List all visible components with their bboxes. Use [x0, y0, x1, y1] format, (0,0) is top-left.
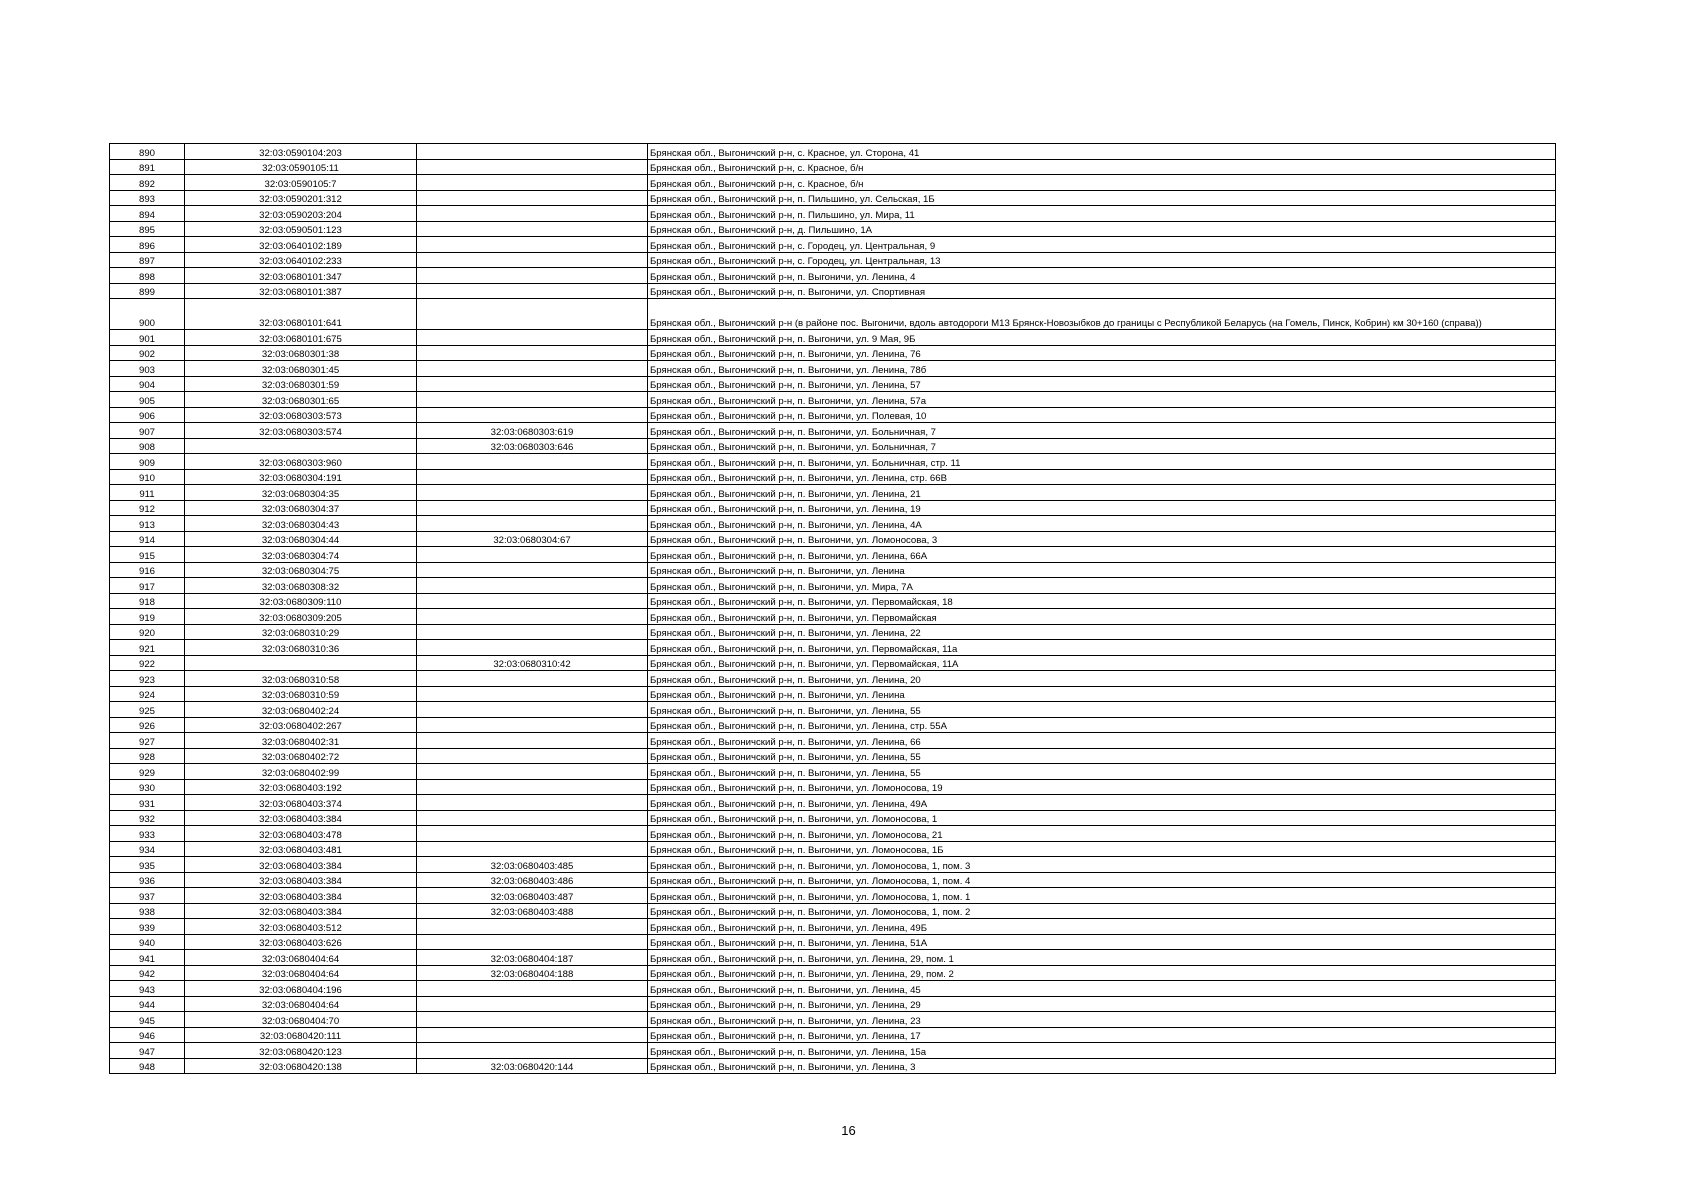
address-cell: Брянская обл., Выгоничский р-н, п. Выгоничи, ул. Больничная, 7 [648, 438, 1556, 454]
address-cell: Брянская обл., Выгоничский р-н, п. Выгоничи, ул. Ленина, 49Б [648, 919, 1556, 935]
address-cell: Брянская обл., Выгоничский р-н, п. Выгоничи, ул. Больничная, 7 [648, 423, 1556, 439]
property-table [109, 143, 1556, 1074]
address-cell: Брянская обл., Выгоничский р-н, п. Выгоничи, ул. Полевая, 10 [648, 407, 1556, 423]
row-number-cell: 920 [110, 624, 185, 640]
table-row [110, 996, 1556, 1012]
address-cell: Брянская обл., Выгоничский р-н, п. Выгоничи, ул. Ленина, стр. 66В [648, 469, 1556, 485]
row-number-cell: 899 [110, 283, 185, 299]
table-row [110, 516, 1556, 532]
row-number-cell: 933 [110, 826, 185, 842]
cadastral-number-cell: 32:03:0590105:11 [185, 159, 417, 175]
related-cadastral-number-cell [417, 934, 648, 950]
table-row [110, 252, 1556, 268]
related-cadastral-number-cell: 32:03:0680303:619 [417, 423, 648, 439]
address-cell: Брянская обл., Выгоничский р-н, с. Городец, ул. Центральная, 9 [648, 237, 1556, 253]
address-cell: Брянская обл., Выгоничский р-н, с. Красное, ул. Сторона, 41 [648, 144, 1556, 160]
related-cadastral-number-cell [417, 221, 648, 237]
table-row [110, 361, 1556, 377]
address-cell: Брянская обл., Выгоничский р-н, п. Пильшино, ул. Мира, 11 [648, 206, 1556, 222]
row-number-cell: 914 [110, 531, 185, 547]
cadastral-number-cell: 32:03:0680101:347 [185, 268, 417, 284]
cadastral-number-cell: 32:03:0590104:203 [185, 144, 417, 160]
cadastral-number-cell: 32:03:0590201:312 [185, 190, 417, 206]
address-cell: Брянская обл., Выгоничский р-н, п. Выгоничи, ул. Ленина, 57а [648, 392, 1556, 408]
related-cadastral-number-cell [417, 1043, 648, 1059]
address-cell: Брянская обл., Выгоничский р-н, п. Выгоничи, ул. Ленина, 49А [648, 795, 1556, 811]
cadastral-number-cell: 32:03:0680403:512 [185, 919, 417, 935]
address-cell: Брянская обл., Выгоничский р-н, п. Выгоничи, ул. Ломоносова, 1, пом. 4 [648, 872, 1556, 888]
cadastral-number-cell: 32:03:0680304:44 [185, 531, 417, 547]
cadastral-number-cell: 32:03:0680309:110 [185, 593, 417, 609]
related-cadastral-number-cell: 32:03:0680303:646 [417, 438, 648, 454]
table-row [110, 655, 1556, 671]
row-number-cell: 908 [110, 438, 185, 454]
cadastral-number-cell: 32:03:0680304:35 [185, 485, 417, 501]
related-cadastral-number-cell [417, 345, 648, 361]
related-cadastral-number-cell [417, 159, 648, 175]
related-cadastral-number-cell [417, 748, 648, 764]
row-number-cell: 943 [110, 981, 185, 997]
related-cadastral-number-cell: 32:03:0680310:42 [417, 655, 648, 671]
row-number-cell: 934 [110, 841, 185, 857]
address-cell: Брянская обл., Выгоничский р-н, с. Красное, б/н [648, 175, 1556, 191]
address-cell: Брянская обл., Выгоничский р-н, п. Выгоничи, ул. Ленина, 20 [648, 671, 1556, 687]
page-number: 16 [841, 1123, 856, 1138]
cadastral-number-cell: 32:03:0680304:43 [185, 516, 417, 532]
row-number-cell: 919 [110, 609, 185, 625]
cadastral-number-cell: 32:03:0680420:123 [185, 1043, 417, 1059]
cadastral-number-cell: 32:03:0640102:189 [185, 237, 417, 253]
row-number-cell: 942 [110, 965, 185, 981]
row-number-cell: 940 [110, 934, 185, 950]
address-cell: Брянская обл., Выгоничский р-н, п. Выгоничи, ул. Ломоносова, 1, пом. 2 [648, 903, 1556, 919]
related-cadastral-number-cell [417, 516, 648, 532]
table-row [110, 392, 1556, 408]
table-row [110, 562, 1556, 578]
cadastral-number-cell: 32:03:0680403:478 [185, 826, 417, 842]
related-cadastral-number-cell [417, 268, 648, 284]
address-cell: Брянская обл., Выгоничский р-н, п. Выгоничи, ул. Ленина, 45 [648, 981, 1556, 997]
table-row [110, 702, 1556, 718]
address-cell: Брянская обл., Выгоничский р-н, п. Выгоничи, ул. Ломоносова, 3 [648, 531, 1556, 547]
related-cadastral-number-cell [417, 562, 648, 578]
row-number-cell: 907 [110, 423, 185, 439]
cadastral-number-cell: 32:03:0640102:233 [185, 252, 417, 268]
row-number-cell: 892 [110, 175, 185, 191]
address-cell: Брянская обл., Выгоничский р-н, п. Выгоничи, ул. Ленина [648, 562, 1556, 578]
address-cell: Брянская обл., Выгоничский р-н, п. Пильшино, ул. Сельская, 1Б [648, 190, 1556, 206]
table-row [110, 547, 1556, 563]
address-cell: Брянская обл., Выгоничский р-н, п. Выгоничи, ул. Ленина, 4 [648, 268, 1556, 284]
cadastral-number-cell: 32:03:0680301:65 [185, 392, 417, 408]
related-cadastral-number-cell [417, 609, 648, 625]
address-cell: Брянская обл., Выгоничский р-н, п. Выгоничи, ул. Ленина, 66 [648, 733, 1556, 749]
table-row [110, 299, 1556, 330]
related-cadastral-number-cell: 32:03:0680403:488 [417, 903, 648, 919]
table-row [110, 593, 1556, 609]
related-cadastral-number-cell [417, 252, 648, 268]
address-cell: Брянская обл., Выгоничский р-н, п. Выгоничи, ул. Ломоносова, 21 [648, 826, 1556, 842]
row-number-cell: 902 [110, 345, 185, 361]
cadastral-number-cell: 32:03:0680309:205 [185, 609, 417, 625]
cadastral-number-cell: 32:03:0680304:37 [185, 500, 417, 516]
row-number-cell: 905 [110, 392, 185, 408]
table-row [110, 624, 1556, 640]
table-row [110, 872, 1556, 888]
address-cell: Брянская обл., Выгоничский р-н, п. Выгоничи, ул. Ломоносова, 1Б [648, 841, 1556, 857]
table-row [110, 919, 1556, 935]
row-number-cell: 911 [110, 485, 185, 501]
table-row [110, 268, 1556, 284]
row-number-cell: 927 [110, 733, 185, 749]
address-cell: Брянская обл., Выгоничский р-н, п. Выгоничи, ул. Ленина, 17 [648, 1027, 1556, 1043]
row-number-cell: 928 [110, 748, 185, 764]
row-number-cell: 947 [110, 1043, 185, 1059]
cadastral-number-cell: 32:03:0680403:384 [185, 810, 417, 826]
address-cell: Брянская обл., Выгоничский р-н, п. Выгоничи, ул. Ленина, 29 [648, 996, 1556, 1012]
related-cadastral-number-cell [417, 795, 648, 811]
related-cadastral-number-cell [417, 376, 648, 392]
table-row [110, 1012, 1556, 1028]
address-cell: Брянская обл., Выгоничский р-н, п. Выгоничи, ул. Ленина, 15а [648, 1043, 1556, 1059]
row-number-cell: 898 [110, 268, 185, 284]
address-cell: Брянская обл., Выгоничский р-н, п. Выгоничи, ул. Ленина, 55 [648, 702, 1556, 718]
table-row [110, 206, 1556, 222]
cadastral-number-cell: 32:03:0680403:481 [185, 841, 417, 857]
cadastral-number-cell: 32:03:0680402:267 [185, 717, 417, 733]
cadastral-number-cell: 32:03:0680403:384 [185, 903, 417, 919]
table-row [110, 221, 1556, 237]
table-row [110, 376, 1556, 392]
related-cadastral-number-cell [417, 500, 648, 516]
row-number-cell: 924 [110, 686, 185, 702]
related-cadastral-number-cell [417, 485, 648, 501]
address-cell: Брянская обл., Выгоничский р-н, п. Выгоничи, ул. Ленина, 57 [648, 376, 1556, 392]
address-cell: Брянская обл., Выгоничский р-н, п. Выгоничи, ул. Ленина, 66А [648, 547, 1556, 563]
row-number-cell: 930 [110, 779, 185, 795]
row-number-cell: 922 [110, 655, 185, 671]
address-cell: Брянская обл., Выгоничский р-н, п. Выгоничи, ул. Первомайская, 18 [648, 593, 1556, 609]
row-number-cell: 890 [110, 144, 185, 160]
related-cadastral-number-cell [417, 175, 648, 191]
row-number-cell: 925 [110, 702, 185, 718]
address-cell: Брянская обл., Выгоничский р-н, п. Выгоничи, ул. Ленина, 55 [648, 748, 1556, 764]
cadastral-number-cell: 32:03:0680301:38 [185, 345, 417, 361]
address-cell: Брянская обл., Выгоничский р-н, п. Выгоничи, ул. Спортивная [648, 283, 1556, 299]
table-row [110, 779, 1556, 795]
related-cadastral-number-cell [417, 361, 648, 377]
table-row [110, 826, 1556, 842]
table-row [110, 903, 1556, 919]
row-number-cell: 906 [110, 407, 185, 423]
related-cadastral-number-cell [417, 981, 648, 997]
cadastral-number-cell: 32:03:0680101:641 [185, 299, 417, 330]
table-row [110, 469, 1556, 485]
address-cell: Брянская обл., Выгоничский р-н (в районе пос. Выгоничи, вдоль автодороги М13 Брянск-Новозыбков до границы с Республикой Беларусь (на Гомель, Пинск, Кобрин) км 30+160 (справа)) [648, 299, 1556, 330]
address-cell: Брянская обл., Выгоничский р-н, п. Выгоничи, ул. Мира, 7А [648, 578, 1556, 594]
address-cell: Брянская обл., Выгоничский р-н, с. Городец, ул. Центральная, 13 [648, 252, 1556, 268]
related-cadastral-number-cell [417, 826, 648, 842]
table-row [110, 1058, 1556, 1074]
table-row [110, 438, 1556, 454]
related-cadastral-number-cell: 32:03:0680403:487 [417, 888, 648, 904]
related-cadastral-number-cell [417, 407, 648, 423]
cadastral-number-cell: 32:03:0680402:72 [185, 748, 417, 764]
row-number-cell: 901 [110, 330, 185, 346]
row-number-cell: 935 [110, 857, 185, 873]
table-row [110, 485, 1556, 501]
row-number-cell: 913 [110, 516, 185, 532]
table-row [110, 175, 1556, 191]
related-cadastral-number-cell [417, 299, 648, 330]
address-cell: Брянская обл., Выгоничский р-н, п. Выгоничи, ул. 9 Мая, 9Б [648, 330, 1556, 346]
related-cadastral-number-cell [417, 1012, 648, 1028]
related-cadastral-number-cell [417, 702, 648, 718]
cadastral-number-cell: 32:03:0680308:32 [185, 578, 417, 594]
related-cadastral-number-cell: 32:03:0680403:485 [417, 857, 648, 873]
related-cadastral-number-cell [417, 919, 648, 935]
cadastral-number-cell: 32:03:0680403:384 [185, 888, 417, 904]
cadastral-number-cell: 32:03:0680403:384 [185, 857, 417, 873]
table-row [110, 671, 1556, 687]
table-row [110, 965, 1556, 981]
table-row [110, 345, 1556, 361]
address-cell: Брянская обл., Выгоничский р-н, п. Выгоничи, ул. Больничная, стр. 11 [648, 454, 1556, 470]
cadastral-number-cell: 32:03:0680304:191 [185, 469, 417, 485]
related-cadastral-number-cell [417, 733, 648, 749]
related-cadastral-number-cell [417, 810, 648, 826]
address-cell: Брянская обл., Выгоничский р-н, п. Выгоничи, ул. Ленина, стр. 55А [648, 717, 1556, 733]
address-cell: Брянская обл., Выгоничский р-н, с. Красное, б/н [648, 159, 1556, 175]
cadastral-number-cell: 32:03:0680310:36 [185, 640, 417, 656]
related-cadastral-number-cell [417, 593, 648, 609]
row-number-cell: 912 [110, 500, 185, 516]
related-cadastral-number-cell [417, 1027, 648, 1043]
cadastral-number-cell: 32:03:0680310:29 [185, 624, 417, 640]
table-row [110, 764, 1556, 780]
cadastral-number-cell: 32:03:0680304:75 [185, 562, 417, 578]
address-cell: Брянская обл., Выгоничский р-н, п. Выгоничи, ул. Первомайская, 11а [648, 640, 1556, 656]
row-number-cell: 937 [110, 888, 185, 904]
row-number-cell: 910 [110, 469, 185, 485]
cadastral-number-cell: 32:03:0680101:675 [185, 330, 417, 346]
row-number-cell: 896 [110, 237, 185, 253]
cadastral-number-cell: 32:03:0680310:59 [185, 686, 417, 702]
cadastral-number-cell: 32:03:0680404:64 [185, 996, 417, 1012]
related-cadastral-number-cell [417, 779, 648, 795]
row-number-cell: 916 [110, 562, 185, 578]
related-cadastral-number-cell: 32:03:0680404:188 [417, 965, 648, 981]
row-number-cell: 929 [110, 764, 185, 780]
address-cell: Брянская обл., Выгоничский р-н, п. Выгоничи, ул. Ленина, 78б [648, 361, 1556, 377]
related-cadastral-number-cell [417, 717, 648, 733]
cadastral-number-cell: 32:03:0590105:7 [185, 175, 417, 191]
related-cadastral-number-cell: 32:03:0680304:67 [417, 531, 648, 547]
table-row [110, 640, 1556, 656]
row-number-cell: 926 [110, 717, 185, 733]
cadastral-number-cell: 32:03:0680402:31 [185, 733, 417, 749]
row-number-cell: 944 [110, 996, 185, 1012]
related-cadastral-number-cell [417, 206, 648, 222]
cadastral-number-cell: 32:03:0680403:384 [185, 872, 417, 888]
address-cell: Брянская обл., Выгоничский р-н, д. Пильшино, 1А [648, 221, 1556, 237]
table-row [110, 237, 1556, 253]
row-number-cell: 923 [110, 671, 185, 687]
related-cadastral-number-cell [417, 392, 648, 408]
table-row [110, 283, 1556, 299]
cadastral-number-cell: 32:03:0680101:387 [185, 283, 417, 299]
cadastral-number-cell: 32:03:0680403:626 [185, 934, 417, 950]
table-row [110, 795, 1556, 811]
related-cadastral-number-cell [417, 547, 648, 563]
table-row [110, 717, 1556, 733]
table-row [110, 950, 1556, 966]
cadastral-number-cell: 32:03:0680303:574 [185, 423, 417, 439]
table-row [110, 841, 1556, 857]
row-number-cell: 903 [110, 361, 185, 377]
table-body [110, 144, 1556, 1074]
address-cell: Брянская обл., Выгоничский р-н, п. Выгоничи, ул. Ломоносова, 1 [648, 810, 1556, 826]
cadastral-number-cell: 32:03:0680402:99 [185, 764, 417, 780]
table-row [110, 423, 1556, 439]
row-number-cell: 936 [110, 872, 185, 888]
related-cadastral-number-cell [417, 841, 648, 857]
cadastral-number-cell: 32:03:0680301:45 [185, 361, 417, 377]
row-number-cell: 895 [110, 221, 185, 237]
cadastral-number-cell: 32:03:0680301:59 [185, 376, 417, 392]
table-row [110, 609, 1556, 625]
related-cadastral-number-cell: 32:03:0680403:486 [417, 872, 648, 888]
table-row [110, 810, 1556, 826]
address-cell: Брянская обл., Выгоничский р-н, п. Выгоничи, ул. Ленина, 4А [648, 516, 1556, 532]
cadastral-number-cell: 32:03:0680402:24 [185, 702, 417, 718]
row-number-cell: 941 [110, 950, 185, 966]
table-row [110, 330, 1556, 346]
table-row [110, 190, 1556, 206]
row-number-cell: 948 [110, 1058, 185, 1074]
related-cadastral-number-cell: 32:03:0680420:144 [417, 1058, 648, 1074]
related-cadastral-number-cell [417, 190, 648, 206]
table-row [110, 500, 1556, 516]
table-row [110, 934, 1556, 950]
table-row [110, 981, 1556, 997]
address-cell: Брянская обл., Выгоничский р-н, п. Выгоничи, ул. Ленина, 19 [648, 500, 1556, 516]
related-cadastral-number-cell [417, 996, 648, 1012]
table-row [110, 686, 1556, 702]
address-cell: Брянская обл., Выгоничский р-н, п. Выгоничи, ул. Ленина, 29, пом. 1 [648, 950, 1556, 966]
cadastral-number-cell: 32:03:0680420:111 [185, 1027, 417, 1043]
table-row [110, 748, 1556, 764]
related-cadastral-number-cell [417, 671, 648, 687]
cadastral-number-cell: 32:03:0680403:192 [185, 779, 417, 795]
table-row [110, 733, 1556, 749]
related-cadastral-number-cell [417, 454, 648, 470]
row-number-cell: 900 [110, 299, 185, 330]
address-cell: Брянская обл., Выгоничский р-н, п. Выгоничи, ул. Первомайская [648, 609, 1556, 625]
address-cell: Брянская обл., Выгоничский р-н, п. Выгоничи, ул. Ломоносова, 19 [648, 779, 1556, 795]
address-cell: Брянская обл., Выгоничский р-н, п. Выгоничи, ул. Ломоносова, 1, пом. 1 [648, 888, 1556, 904]
row-number-cell: 939 [110, 919, 185, 935]
cadastral-number-cell: 32:03:0680403:374 [185, 795, 417, 811]
row-number-cell: 946 [110, 1027, 185, 1043]
cadastral-number-cell: 32:03:0680310:58 [185, 671, 417, 687]
cadastral-number-cell: 32:03:0680404:64 [185, 950, 417, 966]
related-cadastral-number-cell [417, 624, 648, 640]
table-row [110, 531, 1556, 547]
table-row [110, 857, 1556, 873]
cadastral-number-cell: 32:03:0680303:960 [185, 454, 417, 470]
row-number-cell: 891 [110, 159, 185, 175]
related-cadastral-number-cell [417, 144, 648, 160]
cadastral-number-cell: 32:03:0680303:573 [185, 407, 417, 423]
row-number-cell: 904 [110, 376, 185, 392]
cadastral-number-cell: 32:03:0590203:204 [185, 206, 417, 222]
table-row [110, 578, 1556, 594]
cadastral-number-cell: 32:03:0680404:64 [185, 965, 417, 981]
row-number-cell: 945 [110, 1012, 185, 1028]
cadastral-number-cell: 32:03:0680304:74 [185, 547, 417, 563]
row-number-cell: 915 [110, 547, 185, 563]
related-cadastral-number-cell [417, 686, 648, 702]
cadastral-number-cell: 32:03:0680420:138 [185, 1058, 417, 1074]
related-cadastral-number-cell [417, 283, 648, 299]
row-number-cell: 894 [110, 206, 185, 222]
address-cell: Брянская обл., Выгоничский р-н, п. Выгоничи, ул. Ленина, 22 [648, 624, 1556, 640]
row-number-cell: 932 [110, 810, 185, 826]
table-row [110, 454, 1556, 470]
table-row [110, 144, 1556, 160]
row-number-cell: 893 [110, 190, 185, 206]
related-cadastral-number-cell [417, 578, 648, 594]
address-cell: Брянская обл., Выгоничский р-н, п. Выгоничи, ул. Ленина, 29, пом. 2 [648, 965, 1556, 981]
related-cadastral-number-cell: 32:03:0680404:187 [417, 950, 648, 966]
related-cadastral-number-cell [417, 469, 648, 485]
table-row [110, 159, 1556, 175]
row-number-cell: 918 [110, 593, 185, 609]
address-cell: Брянская обл., Выгоничский р-н, п. Выгоничи, ул. Ленина [648, 686, 1556, 702]
related-cadastral-number-cell [417, 764, 648, 780]
address-cell: Брянская обл., Выгоничский р-н, п. Выгоничи, ул. Ленина, 23 [648, 1012, 1556, 1028]
related-cadastral-number-cell [417, 330, 648, 346]
row-number-cell: 897 [110, 252, 185, 268]
address-cell: Брянская обл., Выгоничский р-н, п. Выгоничи, ул. Ленина, 51А [648, 934, 1556, 950]
cadastral-number-cell [185, 655, 417, 671]
cadastral-number-cell: 32:03:0680404:196 [185, 981, 417, 997]
row-number-cell: 938 [110, 903, 185, 919]
row-number-cell: 931 [110, 795, 185, 811]
table-row [110, 1043, 1556, 1059]
address-cell: Брянская обл., Выгоничский р-н, п. Выгоничи, ул. Ленина, 55 [648, 764, 1556, 780]
address-cell: Брянская обл., Выгоничский р-н, п. Выгоничи, ул. Ленина, 76 [648, 345, 1556, 361]
address-cell: Брянская обл., Выгоничский р-н, п. Выгоничи, ул. Первомайская, 11А [648, 655, 1556, 671]
address-cell: Брянская обл., Выгоничский р-н, п. Выгоничи, ул. Ленина, 3 [648, 1058, 1556, 1074]
table-row [110, 888, 1556, 904]
cadastral-number-cell: 32:03:0680404:70 [185, 1012, 417, 1028]
row-number-cell: 921 [110, 640, 185, 656]
cadastral-number-cell [185, 438, 417, 454]
address-cell: Брянская обл., Выгоничский р-н, п. Выгоничи, ул. Ленина, 21 [648, 485, 1556, 501]
related-cadastral-number-cell [417, 237, 648, 253]
related-cadastral-number-cell [417, 640, 648, 656]
row-number-cell: 917 [110, 578, 185, 594]
cadastral-number-cell: 32:03:0590501:123 [185, 221, 417, 237]
row-number-cell: 909 [110, 454, 185, 470]
table-row [110, 1027, 1556, 1043]
address-cell: Брянская обл., Выгоничский р-н, п. Выгоничи, ул. Ломоносова, 1, пом. 3 [648, 857, 1556, 873]
table-row [110, 407, 1556, 423]
